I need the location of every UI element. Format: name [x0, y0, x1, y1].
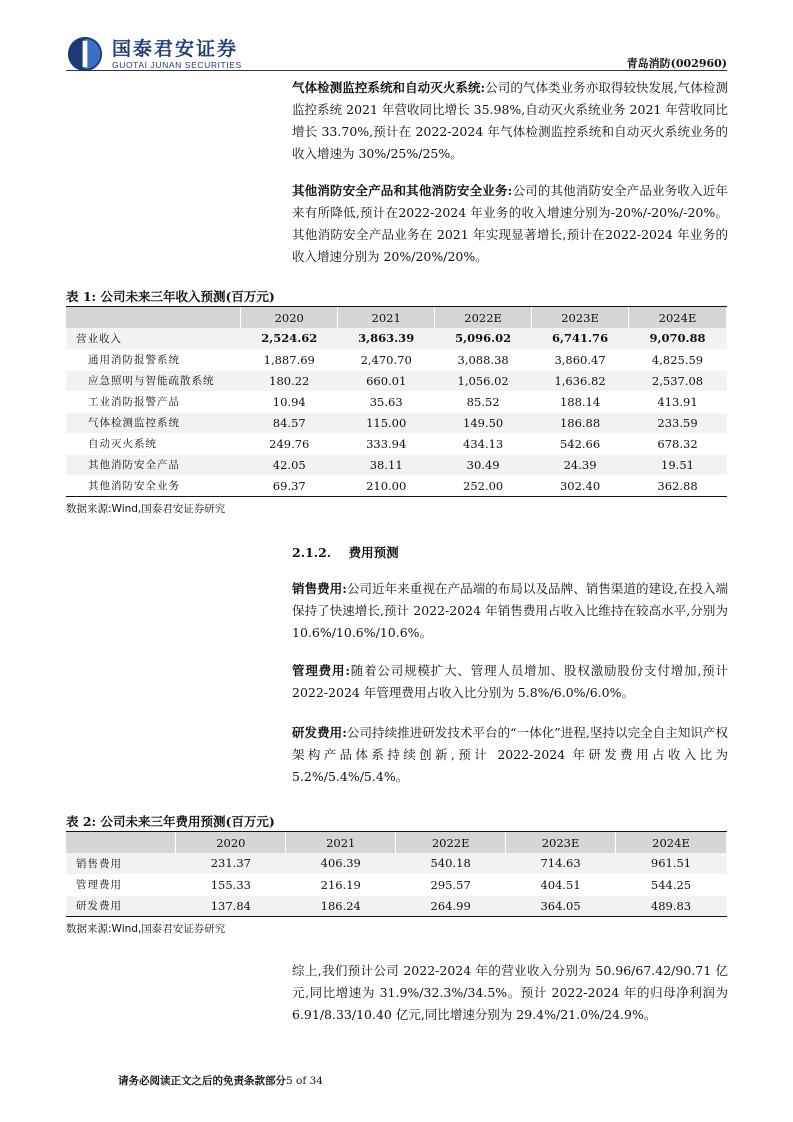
- rd-expense-paragraph: [292, 722, 728, 788]
- table-row: [66, 349, 727, 370]
- other-products-paragraph: [292, 180, 728, 268]
- table-cell: 406.39: [286, 853, 396, 874]
- table-row: [66, 391, 727, 412]
- table-header-cell: 2024E: [616, 832, 727, 853]
- disclaimer-note: 请务必阅读正文之后的免责条款部分: [118, 1075, 286, 1087]
- table2-title: 表 2: 公司未来三年费用预测(百万元): [66, 814, 275, 829]
- table-cell: 2,537.08: [629, 370, 727, 391]
- table-cell: 434.13: [435, 433, 532, 454]
- gas-system-paragraph: [292, 77, 728, 165]
- gas-system-text: 公司的气体类业务亦取得较快发展,气体检测监控系统 2021 年营收同比增长 35.98%,自动灭火系统业务 2021 年营收同比增长 33.70%,预计在 2022-2024 年气体检测监控系统和自动灭火系统业务的收入增速为 30%/25%/25%。: [292, 80, 728, 161]
- expense-forecast-table: [66, 832, 727, 917]
- summary-paragraph: 综上,我们预计公司 2022-2024 年的营业收入分别为 50.96/67.42/90.71 亿元,同比增速为 31.9%/32.3%/34.5%。预计 2022-2024 年的归母净利润为 6.91/8.33/10.40 亿元,同比增速分别为 29.4%/21.0%/24.9%。: [292, 963, 728, 1022]
- table-cell: 84.57: [241, 412, 338, 433]
- table-cell: 9,070.88: [629, 328, 727, 349]
- section-number: 2.1.2.: [292, 545, 332, 560]
- table-cell: 180.22: [241, 370, 338, 391]
- row-label: 其他消防安全产品: [66, 454, 241, 475]
- table-cell: 10.94: [241, 391, 338, 412]
- other-products-lead: 其他消防安全产品和其他消防安全业务:: [292, 183, 513, 198]
- page-header: [0, 0, 793, 80]
- table-cell: 413.91: [629, 391, 727, 412]
- table-cell: 364.05: [506, 895, 616, 916]
- table-cell: 233.59: [629, 412, 727, 433]
- table-row: [66, 454, 727, 475]
- row-label: 应急照明与智能疏散系统: [66, 370, 241, 391]
- table-header-cell: [66, 832, 176, 853]
- row-label: 工业消防报警产品: [66, 391, 241, 412]
- table-header-cell: 2024E: [629, 307, 727, 328]
- table-cell: 3,863.39: [338, 328, 435, 349]
- row-label: 其他消防安全业务: [66, 475, 241, 496]
- table-row: [66, 328, 727, 349]
- table-cell: 42.05: [241, 454, 338, 475]
- table-header-cell: 2020: [241, 307, 338, 328]
- revenue-forecast-table: [66, 307, 727, 497]
- table-header-row: [66, 307, 727, 328]
- table-cell: 69.37: [241, 475, 338, 496]
- table-header-cell: 2023E: [506, 832, 616, 853]
- table-cell: 542.66: [532, 433, 629, 454]
- table-cell: 264.99: [396, 895, 506, 916]
- row-label: 管理费用: [66, 874, 176, 895]
- table-header-cell: 2022E: [435, 307, 532, 328]
- table-cell: 5,096.02: [435, 328, 532, 349]
- table-cell: 24.39: [532, 454, 629, 475]
- table-cell: 188.14: [532, 391, 629, 412]
- sales-expense-paragraph: [292, 578, 728, 644]
- table-row: [66, 433, 727, 454]
- table-header-row: [66, 832, 727, 853]
- table-row: [66, 412, 727, 433]
- other-products-text: 公司的其他消防安全产品业务收入近年来有所降低,预计在2022-2024 年业务的收入增速分别为-20%/-20%/-20%。其他消防安全产品业务在 2021 年实现显著增长,预计在2022-2024 年业务的收入增速分别为 20%/20%/20%。: [292, 183, 728, 264]
- row-label: 自动灭火系统: [66, 433, 241, 454]
- table-row: [66, 475, 727, 496]
- table-cell: 660.01: [338, 370, 435, 391]
- logo-english-name: GUOTAI JUNAN SECURITIES: [112, 59, 242, 70]
- table-cell: 489.83: [616, 895, 727, 916]
- admin-expense-lead: 管理费用:: [292, 663, 350, 678]
- sales-expense-text: 公司近年来重视在产品端的布局以及品牌、销售渠道的建设,在投入端保持了快速增长,预计 2022-2024 年销售费用占收入比维持在较高水平,分别为 10.6%/10.6%/10.6%。: [292, 581, 728, 640]
- table1-bottom-rule: [66, 496, 727, 497]
- table-cell: 540.18: [396, 853, 506, 874]
- rd-expense-lead: 研发费用:: [292, 725, 347, 740]
- company-logo: [66, 34, 286, 74]
- table-cell: 295.57: [396, 874, 506, 895]
- table-cell: 216.19: [286, 874, 396, 895]
- table-cell: 249.76: [241, 433, 338, 454]
- table-header-cell: 2022E: [396, 832, 506, 853]
- table-cell: 544.25: [616, 874, 727, 895]
- table-cell: 35.63: [338, 391, 435, 412]
- section-title: 费用预测: [348, 545, 399, 560]
- table-cell: 333.94: [338, 433, 435, 454]
- table-row: [66, 874, 727, 895]
- table-cell: 38.11: [338, 454, 435, 475]
- sales-expense-lead: 销售费用:: [292, 581, 347, 596]
- rd-expense-text: 公司持续推进研发技术平台的“一体化”进程,坚持以完全自主知识产权架构产品体系持续创新,预计 2022-2024 年研发费用占收入比为 5.2%/5.4%/5.4%。: [292, 725, 728, 784]
- row-label: 营业收入: [66, 328, 241, 349]
- gas-system-lead: 气体检测监控系统和自动灭火系统:: [292, 80, 486, 95]
- table-header-cell: 2021: [286, 832, 396, 853]
- table-cell: 3,088.38: [435, 349, 532, 370]
- table-cell: 115.00: [338, 412, 435, 433]
- table1-source: 数据来源:Wind,国泰君安证券研究: [66, 503, 226, 515]
- table-cell: 30.49: [435, 454, 532, 475]
- row-label: 通用消防报警系统: [66, 349, 241, 370]
- table-cell: 362.88: [629, 475, 727, 496]
- header-divider: [66, 70, 727, 71]
- section-heading: [292, 543, 399, 561]
- table-cell: 714.63: [506, 853, 616, 874]
- table-cell: 186.24: [286, 895, 396, 916]
- table-cell: 149.50: [435, 412, 532, 433]
- table-cell: 85.52: [435, 391, 532, 412]
- table2-bottom-rule: [66, 916, 727, 917]
- table-row: [66, 895, 727, 916]
- admin-expense-text: 随着公司规模扩大、管理人员增加、股权激励股份支付增加,预计 2022-2024 年管理费用占收入比分别为 5.8%/6.0%/6.0%。: [292, 663, 728, 700]
- table-cell: 961.51: [616, 853, 727, 874]
- table-header-cell: [66, 307, 241, 328]
- table1-title: 表 1: 公司未来三年收入预测(百万元): [66, 289, 275, 304]
- table-cell: 302.40: [532, 475, 629, 496]
- table2-source: 数据来源:Wind,国泰君安证券研究: [66, 923, 226, 935]
- table-header-cell: 2023E: [532, 307, 629, 328]
- table-cell: 252.00: [435, 475, 532, 496]
- admin-expense-paragraph: [292, 660, 728, 704]
- logo-mark-icon: [66, 35, 104, 73]
- table-cell: 1,056.02: [435, 370, 532, 391]
- row-label: 销售费用: [66, 853, 176, 874]
- page-footer: [118, 1073, 323, 1088]
- table-cell: 1,636.82: [532, 370, 629, 391]
- table-row: [66, 853, 727, 874]
- table-cell: 231.37: [176, 853, 286, 874]
- table-cell: 404.51: [506, 874, 616, 895]
- company-ticker: 青岛消防(002960): [626, 57, 727, 70]
- table-cell: 678.32: [629, 433, 727, 454]
- row-label: 研发费用: [66, 895, 176, 916]
- table-cell: 19.51: [629, 454, 727, 475]
- table-cell: 2,524.62: [241, 328, 338, 349]
- table-cell: 6,741.76: [532, 328, 629, 349]
- table-cell: 2,470.70: [338, 349, 435, 370]
- table-cell: 137.84: [176, 895, 286, 916]
- table-header-cell: 2021: [338, 307, 435, 328]
- table-header-cell: 2020: [176, 832, 286, 853]
- logo-chinese-name: 国泰君安证券: [112, 37, 239, 60]
- table-row: [66, 370, 727, 391]
- table-cell: 3,860.47: [532, 349, 629, 370]
- table-cell: 1,887.69: [241, 349, 338, 370]
- page-number: 5 of 34: [286, 1075, 323, 1087]
- table-cell: 186.88: [532, 412, 629, 433]
- table-cell: 210.00: [338, 475, 435, 496]
- table-cell: 4,825.59: [629, 349, 727, 370]
- table-cell: 155.33: [176, 874, 286, 895]
- row-label: 气体检测监控系统: [66, 412, 241, 433]
